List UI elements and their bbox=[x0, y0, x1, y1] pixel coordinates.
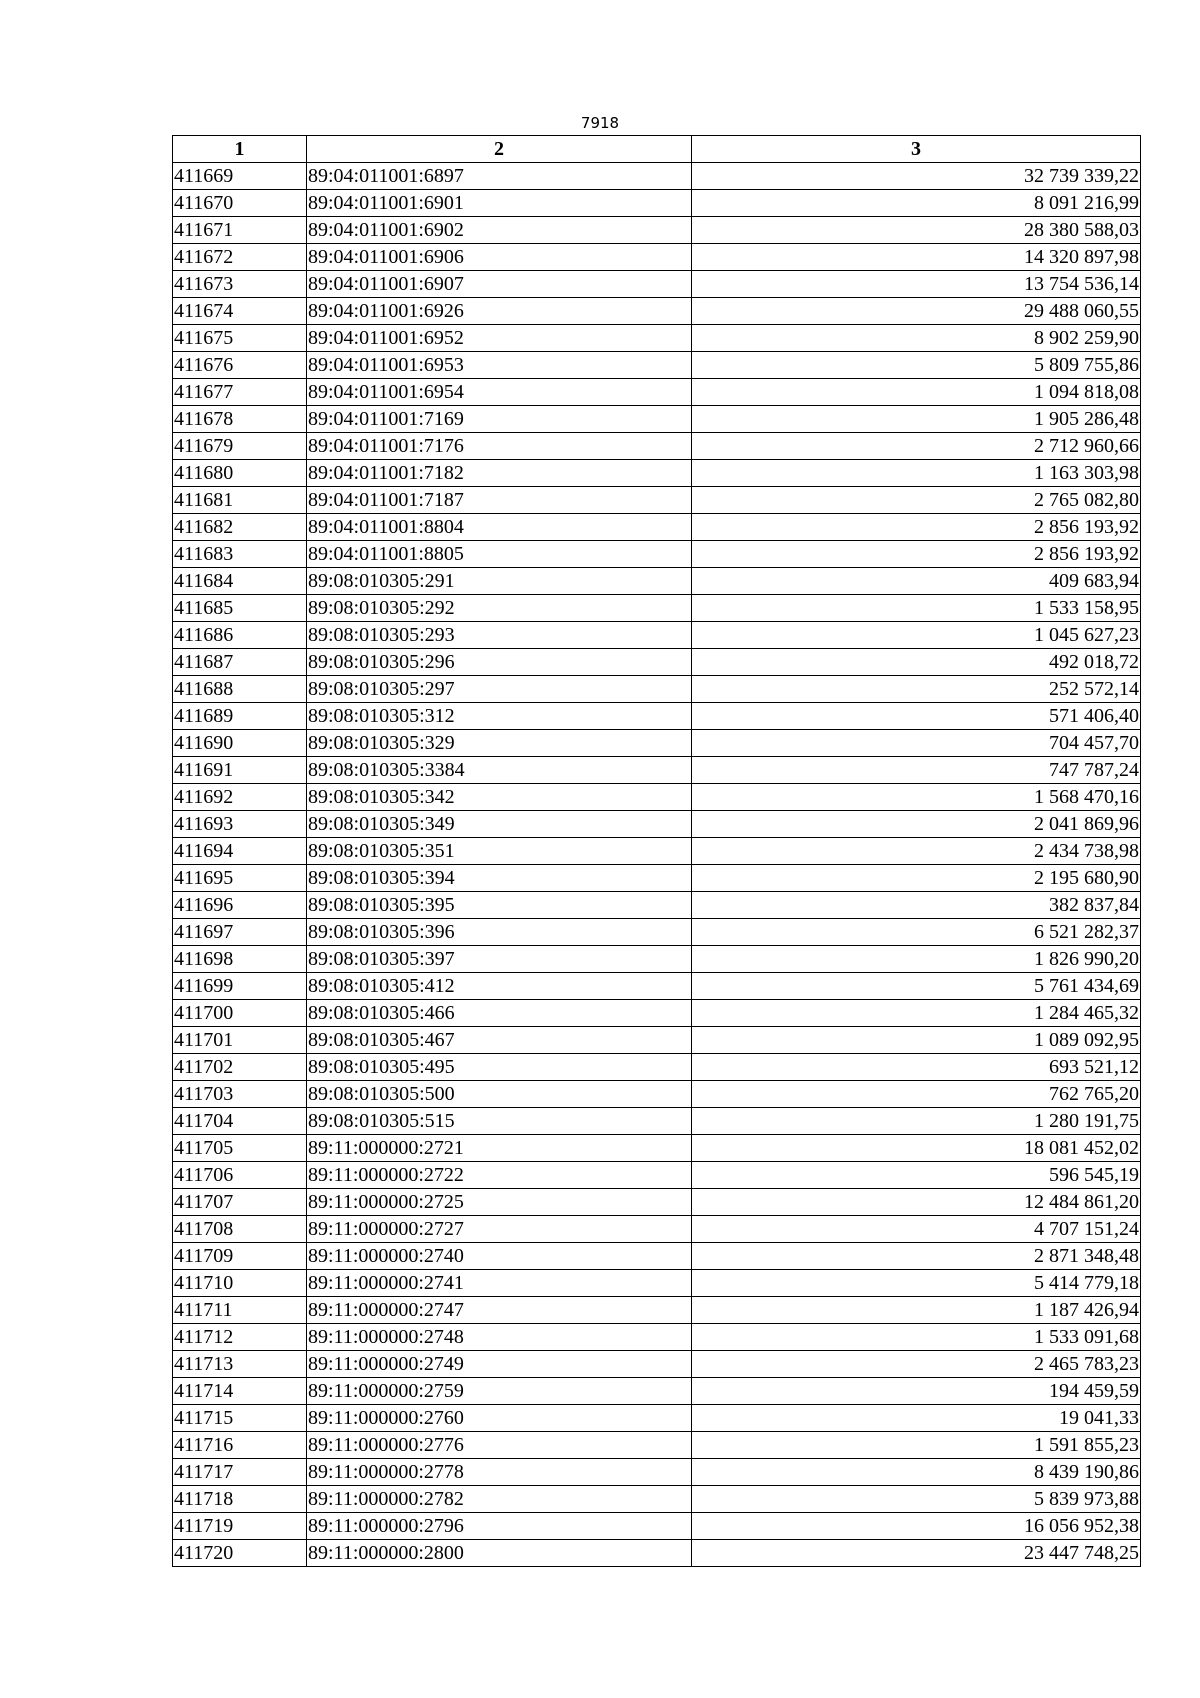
table-row bbox=[173, 271, 1141, 298]
table-row bbox=[173, 406, 1141, 433]
table-row bbox=[173, 298, 1141, 325]
row-number-cell: 411694 bbox=[173, 838, 307, 865]
cadastral-number-cell: 89:11:000000:2747 bbox=[307, 1297, 692, 1324]
row-number-cell: 411687 bbox=[173, 649, 307, 676]
table-row bbox=[173, 892, 1141, 919]
row-number-cell: 411699 bbox=[173, 973, 307, 1000]
table-row bbox=[173, 1540, 1141, 1567]
value-cell: 693 521,12 bbox=[692, 1054, 1141, 1081]
value-cell: 571 406,40 bbox=[692, 703, 1141, 730]
row-number-cell: 411690 bbox=[173, 730, 307, 757]
cadastral-number-cell: 89:08:010305:297 bbox=[307, 676, 692, 703]
table-row bbox=[173, 622, 1141, 649]
value-cell: 18 081 452,02 bbox=[692, 1135, 1141, 1162]
value-cell: 762 765,20 bbox=[692, 1081, 1141, 1108]
value-cell: 12 484 861,20 bbox=[692, 1189, 1141, 1216]
cadastral-number-cell: 89:04:011001:6954 bbox=[307, 379, 692, 406]
cadastral-number-cell: 89:04:011001:8804 bbox=[307, 514, 692, 541]
row-number-cell: 411703 bbox=[173, 1081, 307, 1108]
table-row bbox=[173, 163, 1141, 190]
cadastral-number-cell: 89:08:010305:397 bbox=[307, 946, 692, 973]
value-cell: 596 545,19 bbox=[692, 1162, 1141, 1189]
value-cell: 14 320 897,98 bbox=[692, 244, 1141, 271]
cadastral-number-cell: 89:11:000000:2776 bbox=[307, 1432, 692, 1459]
row-number-cell: 411686 bbox=[173, 622, 307, 649]
table-row bbox=[173, 352, 1141, 379]
cadastral-number-cell: 89:11:000000:2748 bbox=[307, 1324, 692, 1351]
value-cell: 2 434 738,98 bbox=[692, 838, 1141, 865]
table-row bbox=[173, 1243, 1141, 1270]
cadastral-number-cell: 89:08:010305:3384 bbox=[307, 757, 692, 784]
value-cell: 2 856 193,92 bbox=[692, 541, 1141, 568]
value-cell: 13 754 536,14 bbox=[692, 271, 1141, 298]
row-number-cell: 411708 bbox=[173, 1216, 307, 1243]
row-number-cell: 411684 bbox=[173, 568, 307, 595]
row-number-cell: 411693 bbox=[173, 811, 307, 838]
table-row bbox=[173, 1270, 1141, 1297]
value-cell: 409 683,94 bbox=[692, 568, 1141, 595]
value-cell: 2 765 082,80 bbox=[692, 487, 1141, 514]
table-row bbox=[173, 1189, 1141, 1216]
value-cell: 4 707 151,24 bbox=[692, 1216, 1141, 1243]
cadastral-number-cell: 89:08:010305:466 bbox=[307, 1000, 692, 1027]
row-number-cell: 411682 bbox=[173, 514, 307, 541]
table-row bbox=[173, 838, 1141, 865]
value-cell: 2 465 783,23 bbox=[692, 1351, 1141, 1378]
cadastral-number-cell: 89:08:010305:351 bbox=[307, 838, 692, 865]
value-cell: 1 905 286,48 bbox=[692, 406, 1141, 433]
table-row bbox=[173, 1324, 1141, 1351]
row-number-cell: 411697 bbox=[173, 919, 307, 946]
row-number-cell: 411671 bbox=[173, 217, 307, 244]
table-body bbox=[173, 163, 1141, 1567]
cadastral-number-cell: 89:11:000000:2721 bbox=[307, 1135, 692, 1162]
row-number-cell: 411689 bbox=[173, 703, 307, 730]
cadastral-number-cell: 89:04:011001:7187 bbox=[307, 487, 692, 514]
table-row bbox=[173, 703, 1141, 730]
table-row bbox=[173, 946, 1141, 973]
row-number-cell: 411669 bbox=[173, 163, 307, 190]
row-number-cell: 411719 bbox=[173, 1513, 307, 1540]
table-row bbox=[173, 1378, 1141, 1405]
table-row bbox=[173, 190, 1141, 217]
row-number-cell: 411706 bbox=[173, 1162, 307, 1189]
cadastral-number-cell: 89:08:010305:296 bbox=[307, 649, 692, 676]
table-row bbox=[173, 1513, 1141, 1540]
cadastral-number-cell: 89:08:010305:495 bbox=[307, 1054, 692, 1081]
value-cell: 5 414 779,18 bbox=[692, 1270, 1141, 1297]
column-header-3: 3 bbox=[692, 136, 1141, 163]
cadastral-number-cell: 89:08:010305:342 bbox=[307, 784, 692, 811]
table-row bbox=[173, 595, 1141, 622]
row-number-cell: 411718 bbox=[173, 1486, 307, 1513]
cadastral-number-cell: 89:08:010305:293 bbox=[307, 622, 692, 649]
table-row bbox=[173, 676, 1141, 703]
cadastral-number-cell: 89:04:011001:6926 bbox=[307, 298, 692, 325]
value-cell: 2 041 869,96 bbox=[692, 811, 1141, 838]
cadastral-number-cell: 89:08:010305:291 bbox=[307, 568, 692, 595]
value-cell: 252 572,14 bbox=[692, 676, 1141, 703]
table-row bbox=[173, 649, 1141, 676]
table-row bbox=[173, 1000, 1141, 1027]
table-row bbox=[173, 1486, 1141, 1513]
row-number-cell: 411712 bbox=[173, 1324, 307, 1351]
row-number-cell: 411673 bbox=[173, 271, 307, 298]
table-row bbox=[173, 1216, 1141, 1243]
cadastral-number-cell: 89:08:010305:515 bbox=[307, 1108, 692, 1135]
value-cell: 1 533 158,95 bbox=[692, 595, 1141, 622]
cadastral-number-cell: 89:08:010305:292 bbox=[307, 595, 692, 622]
row-number-cell: 411716 bbox=[173, 1432, 307, 1459]
row-number-cell: 411676 bbox=[173, 352, 307, 379]
value-cell: 6 521 282,37 bbox=[692, 919, 1141, 946]
value-cell: 1 045 627,23 bbox=[692, 622, 1141, 649]
row-number-cell: 411685 bbox=[173, 595, 307, 622]
row-number-cell: 411672 bbox=[173, 244, 307, 271]
cadastral-number-cell: 89:11:000000:2727 bbox=[307, 1216, 692, 1243]
data-table bbox=[172, 135, 1141, 1567]
cadastral-number-cell: 89:11:000000:2759 bbox=[307, 1378, 692, 1405]
value-cell: 1 094 818,08 bbox=[692, 379, 1141, 406]
table-row bbox=[173, 433, 1141, 460]
cadastral-number-cell: 89:11:000000:2741 bbox=[307, 1270, 692, 1297]
row-number-cell: 411670 bbox=[173, 190, 307, 217]
cadastral-number-cell: 89:08:010305:396 bbox=[307, 919, 692, 946]
cadastral-number-cell: 89:04:011001:6906 bbox=[307, 244, 692, 271]
table-row bbox=[173, 730, 1141, 757]
table-row bbox=[173, 973, 1141, 1000]
table-row bbox=[173, 1054, 1141, 1081]
row-number-cell: 411691 bbox=[173, 757, 307, 784]
table-row bbox=[173, 379, 1141, 406]
row-number-cell: 411681 bbox=[173, 487, 307, 514]
cadastral-number-cell: 89:04:011001:6902 bbox=[307, 217, 692, 244]
table-row bbox=[173, 487, 1141, 514]
row-number-cell: 411714 bbox=[173, 1378, 307, 1405]
cadastral-number-cell: 89:11:000000:2722 bbox=[307, 1162, 692, 1189]
cadastral-number-cell: 89:11:000000:2749 bbox=[307, 1351, 692, 1378]
header-row bbox=[173, 136, 1141, 163]
value-cell: 28 380 588,03 bbox=[692, 217, 1141, 244]
row-number-cell: 411696 bbox=[173, 892, 307, 919]
table-row bbox=[173, 1459, 1141, 1486]
value-cell: 2 871 348,48 bbox=[692, 1243, 1141, 1270]
row-number-cell: 411675 bbox=[173, 325, 307, 352]
value-cell: 8 439 190,86 bbox=[692, 1459, 1141, 1486]
row-number-cell: 411677 bbox=[173, 379, 307, 406]
value-cell: 704 457,70 bbox=[692, 730, 1141, 757]
cadastral-number-cell: 89:04:011001:7182 bbox=[307, 460, 692, 487]
value-cell: 5 839 973,88 bbox=[692, 1486, 1141, 1513]
row-number-cell: 411710 bbox=[173, 1270, 307, 1297]
row-number-cell: 411704 bbox=[173, 1108, 307, 1135]
row-number-cell: 411717 bbox=[173, 1459, 307, 1486]
value-cell: 19 041,33 bbox=[692, 1405, 1141, 1432]
table-row bbox=[173, 460, 1141, 487]
table-header bbox=[173, 136, 1141, 163]
cadastral-number-cell: 89:11:000000:2796 bbox=[307, 1513, 692, 1540]
value-cell: 23 447 748,25 bbox=[692, 1540, 1141, 1567]
cadastral-number-cell: 89:04:011001:7176 bbox=[307, 433, 692, 460]
value-cell: 382 837,84 bbox=[692, 892, 1141, 919]
value-cell: 1 089 092,95 bbox=[692, 1027, 1141, 1054]
value-cell: 2 195 680,90 bbox=[692, 865, 1141, 892]
cadastral-number-cell: 89:08:010305:500 bbox=[307, 1081, 692, 1108]
table-row bbox=[173, 1108, 1141, 1135]
table-row bbox=[173, 1027, 1141, 1054]
table-row bbox=[173, 919, 1141, 946]
value-cell: 1 533 091,68 bbox=[692, 1324, 1141, 1351]
table-row bbox=[173, 244, 1141, 271]
cadastral-number-cell: 89:08:010305:394 bbox=[307, 865, 692, 892]
value-cell: 8 902 259,90 bbox=[692, 325, 1141, 352]
value-cell: 1 280 191,75 bbox=[692, 1108, 1141, 1135]
cadastral-number-cell: 89:11:000000:2778 bbox=[307, 1459, 692, 1486]
cadastral-number-cell: 89:11:000000:2782 bbox=[307, 1486, 692, 1513]
table-row bbox=[173, 1405, 1141, 1432]
cadastral-number-cell: 89:04:011001:6952 bbox=[307, 325, 692, 352]
value-cell: 16 056 952,38 bbox=[692, 1513, 1141, 1540]
cadastral-number-cell: 89:04:011001:6907 bbox=[307, 271, 692, 298]
table-row bbox=[173, 1081, 1141, 1108]
cadastral-number-cell: 89:04:011001:8805 bbox=[307, 541, 692, 568]
table-row bbox=[173, 865, 1141, 892]
value-cell: 29 488 060,55 bbox=[692, 298, 1141, 325]
cadastral-number-cell: 89:08:010305:467 bbox=[307, 1027, 692, 1054]
table-row bbox=[173, 568, 1141, 595]
cadastral-number-cell: 89:04:011001:6953 bbox=[307, 352, 692, 379]
cadastral-number-cell: 89:08:010305:312 bbox=[307, 703, 692, 730]
row-number-cell: 411700 bbox=[173, 1000, 307, 1027]
value-cell: 1 163 303,98 bbox=[692, 460, 1141, 487]
cadastral-number-cell: 89:08:010305:349 bbox=[307, 811, 692, 838]
value-cell: 8 091 216,99 bbox=[692, 190, 1141, 217]
table-row bbox=[173, 784, 1141, 811]
row-number-cell: 411695 bbox=[173, 865, 307, 892]
table-row bbox=[173, 217, 1141, 244]
row-number-cell: 411715 bbox=[173, 1405, 307, 1432]
value-cell: 1 591 855,23 bbox=[692, 1432, 1141, 1459]
row-number-cell: 411680 bbox=[173, 460, 307, 487]
table-row bbox=[173, 1432, 1141, 1459]
table-row bbox=[173, 757, 1141, 784]
column-header-1: 1 bbox=[173, 136, 307, 163]
cadastral-number-cell: 89:11:000000:2740 bbox=[307, 1243, 692, 1270]
value-cell: 492 018,72 bbox=[692, 649, 1141, 676]
row-number-cell: 411711 bbox=[173, 1297, 307, 1324]
row-number-cell: 411709 bbox=[173, 1243, 307, 1270]
value-cell: 32 739 339,22 bbox=[692, 163, 1141, 190]
row-number-cell: 411674 bbox=[173, 298, 307, 325]
table-row bbox=[173, 1135, 1141, 1162]
table-row bbox=[173, 514, 1141, 541]
value-cell: 1 826 990,20 bbox=[692, 946, 1141, 973]
value-cell: 1 187 426,94 bbox=[692, 1297, 1141, 1324]
cadastral-number-cell: 89:11:000000:2760 bbox=[307, 1405, 692, 1432]
value-cell: 747 787,24 bbox=[692, 757, 1141, 784]
row-number-cell: 411679 bbox=[173, 433, 307, 460]
row-number-cell: 411678 bbox=[173, 406, 307, 433]
table-row bbox=[173, 325, 1141, 352]
value-cell: 1 284 465,32 bbox=[692, 1000, 1141, 1027]
row-number-cell: 411702 bbox=[173, 1054, 307, 1081]
row-number-cell: 411683 bbox=[173, 541, 307, 568]
row-number-cell: 411698 bbox=[173, 946, 307, 973]
table-row bbox=[173, 811, 1141, 838]
row-number-cell: 411720 bbox=[173, 1540, 307, 1567]
column-header-2: 2 bbox=[307, 136, 692, 163]
value-cell: 5 761 434,69 bbox=[692, 973, 1141, 1000]
cadastral-number-cell: 89:11:000000:2800 bbox=[307, 1540, 692, 1567]
value-cell: 194 459,59 bbox=[692, 1378, 1141, 1405]
row-number-cell: 411707 bbox=[173, 1189, 307, 1216]
row-number-cell: 411701 bbox=[173, 1027, 307, 1054]
table-row bbox=[173, 1351, 1141, 1378]
table-row bbox=[173, 1297, 1141, 1324]
row-number-cell: 411713 bbox=[173, 1351, 307, 1378]
cadastral-number-cell: 89:08:010305:395 bbox=[307, 892, 692, 919]
cadastral-number-cell: 89:04:011001:6901 bbox=[307, 190, 692, 217]
value-cell: 5 809 755,86 bbox=[692, 352, 1141, 379]
table-row bbox=[173, 1162, 1141, 1189]
cadastral-number-cell: 89:08:010305:329 bbox=[307, 730, 692, 757]
cadastral-number-cell: 89:08:010305:412 bbox=[307, 973, 692, 1000]
row-number-cell: 411705 bbox=[173, 1135, 307, 1162]
cadastral-number-cell: 89:04:011001:6897 bbox=[307, 163, 692, 190]
row-number-cell: 411692 bbox=[173, 784, 307, 811]
cadastral-number-cell: 89:11:000000:2725 bbox=[307, 1189, 692, 1216]
value-cell: 2 856 193,92 bbox=[692, 514, 1141, 541]
value-cell: 1 568 470,16 bbox=[692, 784, 1141, 811]
value-cell: 2 712 960,66 bbox=[692, 433, 1141, 460]
cadastral-number-cell: 89:04:011001:7169 bbox=[307, 406, 692, 433]
table-row bbox=[173, 541, 1141, 568]
row-number-cell: 411688 bbox=[173, 676, 307, 703]
page-number: 7918 bbox=[580, 114, 620, 132]
